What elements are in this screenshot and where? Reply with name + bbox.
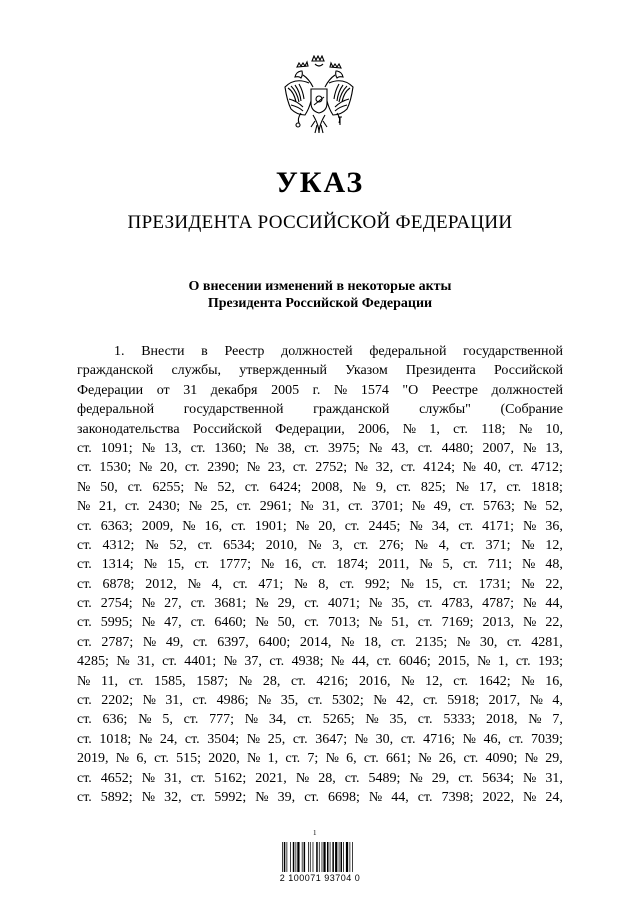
- body-line: ст. 2754; № 27, ст. 3681; № 29, ст. 4071; № 35, ст. 4783, 4787; № 44,: [77, 596, 563, 612]
- body-line: ст. 4312; № 52, ст. 6534; 2010, № 3, ст. 276; № 4, ст. 371; № 12,: [77, 537, 563, 553]
- body-line: ст. 5892; № 32, ст. 5992; № 39, ст. 6698; № 44, ст. 7398; 2022, № 24,: [77, 789, 563, 805]
- body-line: ст. 6878; 2012, № 4, ст. 471; № 8, ст. 992; № 15, ст. 1731; № 22,: [77, 576, 563, 592]
- body-line: ст. 2787; № 49, ст. 6397, 6400; 2014, № 18, ст. 2135; № 30, ст. 4281,: [77, 634, 563, 650]
- body-line: ст. 1314; № 15, ст. 1777; № 16, ст. 1874; 2011, № 5, ст. 711; № 48,: [77, 557, 563, 573]
- body-line: № 11, ст. 1585, 1587; № 28, ст. 4216; 2016, № 12, ст. 1642; № 16,: [77, 673, 563, 689]
- heading-line-1: О внесении изменений в некоторые акты: [188, 279, 452, 294]
- body-line: ст. 1091; № 13, ст. 1360; № 38, ст. 3975; № 43, ст. 4480; 2007, № 13,: [77, 440, 563, 456]
- body-line: ст. 636; № 5, ст. 777; № 34, ст. 5265; № 35, ст. 5333; 2018, № 7,: [77, 712, 563, 728]
- body-line: № 21, ст. 2430; № 25, ст. 2961; № 31, ст. 3701; № 49, ст. 5763; № 52,: [77, 499, 563, 515]
- heading-line-2: Президента Российской Федерации: [207, 296, 433, 311]
- decree-heading: [0, 278, 640, 312]
- page-mark: 1: [313, 829, 317, 837]
- body-line: 1. Внести в Реестр должностей федеральной государственной: [114, 344, 563, 359]
- body-line: ст. 1530; № 20, ст. 2390; № 23, ст. 2752; № 32, ст. 4124; № 40, ст. 4712;: [77, 460, 563, 476]
- decree-subtitle: ПРЕЗИДЕНТА РОССИЙСКОЙ ФЕДЕРАЦИИ: [127, 212, 513, 233]
- body-line: ст. 4652; № 31, ст. 5162; 2021, № 28, ст. 5489; № 29, ст. 5634; № 31,: [77, 770, 563, 786]
- body-line: ст. 2202; № 31, ст. 4986; № 35, ст. 5302; № 42, ст. 5918; 2017, № 4,: [77, 693, 563, 709]
- body-line: гражданской службы, утвержденный Указом Президента Российской: [77, 363, 563, 379]
- body-line: ст. 1018; № 24, ст. 3504; № 25, ст. 3647; № 30, ст. 4716; № 46, ст. 7039;: [77, 731, 563, 747]
- body-line: законодательства Российской Федерации, 2006, № 1, ст. 118; № 10,: [77, 421, 563, 437]
- decree-body: [77, 342, 563, 807]
- body-line: ст. 6363; 2009, № 16, ст. 1901; № 20, ст. 2445; № 34, ст. 4171; № 36,: [77, 518, 563, 534]
- barcode-icon: [282, 842, 372, 872]
- body-line: № 50, ст. 6255; № 52, ст. 6424; 2008, № 9, ст. 825; № 17, ст. 1818;: [77, 479, 563, 495]
- decree-title: УКАЗ: [275, 166, 365, 199]
- body-line: 2019, № 6, ст. 515; 2020, № 1, ст. 7; № 6, ст. 661; № 26, ст. 4090; № 29,: [77, 751, 563, 767]
- barcode-number: 2 100071 93704 0: [279, 873, 361, 883]
- body-line: ст. 5995; № 47, ст. 6460; № 50, ст. 7013; № 51, ст. 7169; 2013, № 22,: [77, 615, 563, 631]
- body-line: федеральной государственной гражданской службы" (Собрание: [77, 402, 563, 418]
- body-line: Федерации от 31 декабря 2005 г. № 1574 "О Реестре должностей: [77, 382, 563, 398]
- russian-coat-of-arms-icon: [279, 55, 359, 140]
- body-line: 4285; № 31, ст. 4401; № 37, ст. 4938; № 44, ст. 6046; 2015, № 1, ст. 193;: [77, 654, 563, 670]
